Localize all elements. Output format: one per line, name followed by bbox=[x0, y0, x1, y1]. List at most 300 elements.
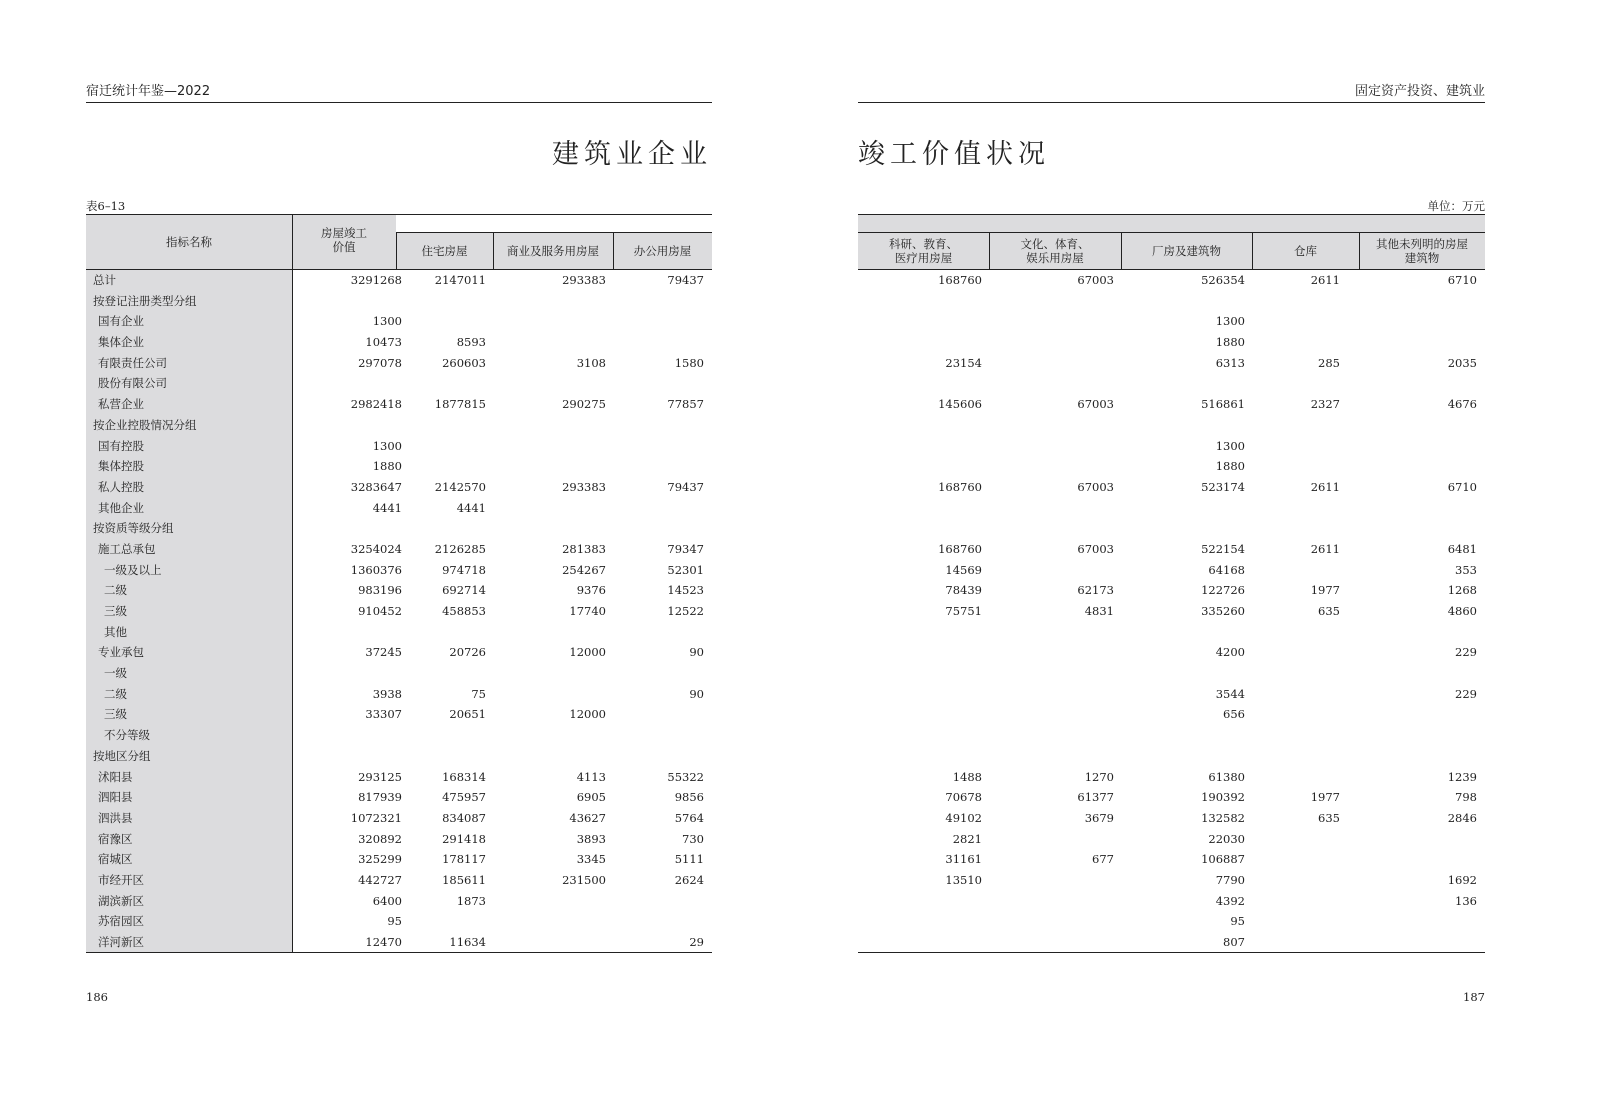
cell-value: 2624 bbox=[674, 872, 704, 887]
cell-value bbox=[1250, 291, 1340, 312]
cell-value bbox=[396, 725, 486, 746]
cell-value: 168760 bbox=[938, 479, 982, 494]
cell-value bbox=[396, 311, 486, 332]
cell-value: 254267 bbox=[562, 562, 606, 577]
cell-value bbox=[396, 518, 486, 539]
cell-value: 79437 bbox=[667, 273, 704, 287]
cell-value bbox=[1004, 353, 1114, 374]
cell-value bbox=[1250, 870, 1340, 891]
header-indicator-name: 指标名称 bbox=[86, 215, 292, 269]
table-body-left bbox=[86, 270, 712, 953]
row-label: 施工总承包 bbox=[98, 541, 156, 556]
cell-value: 95 bbox=[1230, 914, 1245, 929]
header-divider bbox=[613, 232, 614, 269]
cell-value: 2982418 bbox=[350, 397, 402, 412]
cell-value: 23154 bbox=[945, 355, 982, 370]
cell-value: 64168 bbox=[1208, 562, 1245, 577]
cell-value: 75751 bbox=[945, 604, 982, 618]
cell-value: 6710 bbox=[1447, 479, 1477, 494]
cell-value bbox=[496, 291, 606, 312]
table-row bbox=[86, 725, 712, 746]
cell-value bbox=[614, 663, 704, 684]
header-divider bbox=[1121, 233, 1122, 269]
cell-value bbox=[614, 911, 704, 932]
cell-value: 320892 bbox=[358, 831, 402, 846]
table-row bbox=[86, 704, 712, 725]
table-row bbox=[858, 456, 1485, 477]
cell-value bbox=[496, 911, 606, 932]
table-row bbox=[86, 767, 712, 788]
page-number-right: 187 bbox=[1463, 990, 1485, 1004]
cell-value: 293383 bbox=[562, 479, 606, 494]
cell-value: 168760 bbox=[938, 541, 982, 556]
cell-value bbox=[614, 891, 704, 912]
table-row bbox=[86, 311, 712, 332]
header-office: 办公用房屋 bbox=[613, 232, 712, 269]
table-row bbox=[858, 498, 1485, 519]
cell-value bbox=[1250, 767, 1340, 788]
cell-value: 1873 bbox=[456, 893, 486, 908]
table-row bbox=[858, 932, 1485, 953]
cell-value bbox=[1250, 436, 1340, 457]
table-row bbox=[858, 787, 1485, 808]
cell-value bbox=[1135, 498, 1245, 519]
cell-value: 2611 bbox=[1310, 479, 1340, 494]
cell-value: 475957 bbox=[442, 790, 486, 805]
cell-value bbox=[1250, 663, 1340, 684]
cell-value bbox=[1367, 932, 1477, 953]
cell-value: 67003 bbox=[1077, 541, 1114, 556]
cell-value: 10473 bbox=[365, 335, 402, 350]
cell-value bbox=[1004, 560, 1114, 581]
cell-value: 4831 bbox=[1084, 604, 1114, 618]
cell-value bbox=[496, 311, 606, 332]
cell-value bbox=[1135, 518, 1245, 539]
cell-value bbox=[396, 911, 486, 932]
cell-value: 17740 bbox=[569, 604, 606, 618]
cell-value bbox=[1004, 373, 1114, 394]
cell-value bbox=[1367, 829, 1477, 850]
cell-value: 3544 bbox=[1215, 686, 1245, 701]
header-commercial: 商业及服务用房屋 bbox=[493, 232, 613, 269]
cell-value: 122726 bbox=[1201, 583, 1245, 598]
row-label: 湖滨新区 bbox=[98, 893, 144, 908]
cell-value bbox=[496, 746, 606, 767]
cell-value: 458853 bbox=[442, 604, 486, 618]
row-label: 股份有限公司 bbox=[98, 376, 167, 391]
cell-value: 2821 bbox=[952, 831, 982, 846]
cell-value bbox=[1250, 849, 1340, 870]
cell-value bbox=[872, 622, 982, 643]
cell-value: 67003 bbox=[1077, 397, 1114, 412]
cell-value bbox=[302, 663, 402, 684]
cell-value bbox=[396, 291, 486, 312]
cell-value: 1977 bbox=[1310, 790, 1340, 805]
cell-value bbox=[872, 932, 982, 953]
header-factory: 厂房及建筑物 bbox=[1121, 233, 1252, 269]
cell-value: 2147011 bbox=[434, 273, 486, 287]
cell-value: 13510 bbox=[945, 872, 982, 887]
cell-value bbox=[302, 622, 402, 643]
cell-value bbox=[1367, 518, 1477, 539]
table-row bbox=[858, 849, 1485, 870]
cell-value: 1360376 bbox=[350, 562, 402, 577]
table-row bbox=[86, 870, 712, 891]
cell-value bbox=[872, 436, 982, 457]
cell-value: 79437 bbox=[667, 479, 704, 494]
cell-value: 2611 bbox=[1310, 541, 1340, 556]
cell-value: 132582 bbox=[1201, 810, 1245, 825]
row-label: 三级 bbox=[104, 707, 127, 722]
cell-value: 55322 bbox=[667, 769, 704, 784]
cell-value bbox=[1367, 311, 1477, 332]
unit-label: 单位：万元 bbox=[1427, 199, 1485, 213]
cell-value: 1300 bbox=[372, 314, 402, 329]
table-row bbox=[858, 808, 1485, 829]
cell-value: 291418 bbox=[442, 831, 486, 846]
table-row bbox=[86, 477, 712, 498]
cell-value: 3679 bbox=[1084, 810, 1114, 825]
cell-value: 2126285 bbox=[434, 541, 486, 556]
cell-value: 1239 bbox=[1447, 769, 1477, 784]
table-row bbox=[858, 829, 1485, 850]
cell-value: 1880 bbox=[372, 459, 402, 474]
header-culture: 文化、体育、 娱乐用房屋 bbox=[989, 233, 1121, 269]
table-row bbox=[858, 291, 1485, 312]
cell-value: 20726 bbox=[449, 645, 486, 660]
cell-value bbox=[1004, 332, 1114, 353]
cell-value: 12522 bbox=[667, 604, 704, 618]
row-label: 专业承包 bbox=[98, 645, 144, 660]
cell-value bbox=[614, 725, 704, 746]
cell-value bbox=[496, 725, 606, 746]
cell-value bbox=[1250, 311, 1340, 332]
table-row bbox=[858, 663, 1485, 684]
cell-value bbox=[872, 663, 982, 684]
table-row bbox=[86, 518, 712, 539]
cell-value: 1880 bbox=[1215, 459, 1245, 474]
table-row bbox=[86, 849, 712, 870]
cell-value bbox=[1004, 829, 1114, 850]
row-label: 二级 bbox=[104, 686, 127, 701]
cell-value: 78439 bbox=[945, 583, 982, 598]
cell-value bbox=[1004, 870, 1114, 891]
cell-value: 9376 bbox=[576, 583, 606, 598]
running-head-left: 宿迁统计年鉴—2022 bbox=[86, 84, 712, 103]
cell-value: 635 bbox=[1318, 810, 1340, 825]
cell-value: 67003 bbox=[1077, 479, 1114, 494]
cell-value bbox=[1367, 291, 1477, 312]
cell-value bbox=[1135, 291, 1245, 312]
header-other: 其他未列明的房屋 建筑物 bbox=[1359, 233, 1485, 269]
cell-value: 70678 bbox=[945, 790, 982, 805]
cell-value bbox=[496, 663, 606, 684]
cell-value: 79347 bbox=[667, 541, 704, 556]
cell-value: 1692 bbox=[1447, 872, 1477, 887]
cell-value bbox=[496, 622, 606, 643]
cell-value bbox=[496, 436, 606, 457]
cell-value bbox=[496, 415, 606, 436]
table-row bbox=[858, 580, 1485, 601]
cell-value bbox=[1004, 684, 1114, 705]
cell-value: 335260 bbox=[1201, 604, 1245, 618]
cell-value bbox=[1004, 456, 1114, 477]
table-row bbox=[858, 311, 1485, 332]
cell-value bbox=[1250, 498, 1340, 519]
row-label: 沭阳县 bbox=[98, 769, 133, 784]
header-divider bbox=[396, 232, 397, 269]
row-label: 三级 bbox=[104, 604, 127, 618]
table-row bbox=[86, 291, 712, 312]
row-label: 泗洪县 bbox=[98, 810, 133, 825]
cell-value: 4441 bbox=[456, 500, 486, 515]
cell-value: 1270 bbox=[1084, 769, 1114, 784]
table-row bbox=[86, 746, 712, 767]
cell-value bbox=[1250, 518, 1340, 539]
table-row bbox=[858, 622, 1485, 643]
cell-value bbox=[872, 415, 982, 436]
table-row bbox=[86, 456, 712, 477]
cell-value: 2846 bbox=[1447, 810, 1477, 825]
cell-value: 14569 bbox=[945, 562, 982, 577]
cell-value: 4200 bbox=[1215, 645, 1245, 660]
row-label: 私人控股 bbox=[98, 479, 144, 494]
cell-value bbox=[496, 373, 606, 394]
cell-value: 29 bbox=[689, 935, 704, 949]
cell-value: 185611 bbox=[442, 872, 486, 887]
table-row bbox=[858, 539, 1485, 560]
header-subrule bbox=[396, 232, 712, 233]
cell-value bbox=[1135, 746, 1245, 767]
cell-value: 526354 bbox=[1201, 273, 1245, 287]
cell-value bbox=[1004, 622, 1114, 643]
header-residential: 住宅房屋 bbox=[396, 232, 493, 269]
row-label: 按企业控股情况分组 bbox=[93, 417, 197, 432]
cell-value: 178117 bbox=[442, 852, 486, 867]
cell-value bbox=[496, 332, 606, 353]
cell-value: 2035 bbox=[1447, 355, 1477, 370]
cell-value bbox=[1367, 436, 1477, 457]
row-label: 宿城区 bbox=[98, 852, 133, 867]
cell-value bbox=[872, 642, 982, 663]
cell-value: 1072321 bbox=[350, 810, 402, 825]
cell-value bbox=[1250, 415, 1340, 436]
row-label: 市经开区 bbox=[98, 872, 144, 887]
cell-value: 692714 bbox=[442, 583, 486, 598]
cell-value bbox=[614, 291, 704, 312]
cell-value: 33307 bbox=[365, 707, 402, 722]
cell-value: 285 bbox=[1318, 355, 1340, 370]
row-label: 按地区分组 bbox=[93, 748, 151, 763]
cell-value: 353 bbox=[1455, 562, 1477, 577]
cell-value bbox=[302, 291, 402, 312]
row-label: 按登记注册类型分组 bbox=[93, 293, 197, 308]
table-row bbox=[858, 725, 1485, 746]
cell-value bbox=[302, 725, 402, 746]
row-label: 二级 bbox=[104, 583, 127, 598]
cell-value bbox=[496, 891, 606, 912]
cell-value: 4113 bbox=[576, 769, 606, 784]
table-row bbox=[86, 270, 712, 291]
table-row bbox=[86, 498, 712, 519]
cell-value: 3254024 bbox=[350, 541, 402, 556]
table-row bbox=[86, 353, 712, 374]
table-row bbox=[86, 663, 712, 684]
cell-value: 4441 bbox=[372, 500, 402, 515]
header-divider bbox=[989, 233, 990, 269]
cell-value bbox=[496, 684, 606, 705]
cell-value: 516861 bbox=[1201, 397, 1245, 412]
right-page bbox=[858, 0, 1485, 1092]
cell-value: 52301 bbox=[667, 562, 704, 577]
cell-value: 61380 bbox=[1208, 769, 1245, 784]
row-label: 宿豫区 bbox=[98, 831, 133, 846]
table-row bbox=[86, 829, 712, 850]
row-label: 集体企业 bbox=[98, 335, 144, 350]
header-total-value: 房屋竣工 价值 bbox=[292, 215, 396, 269]
row-label: 不分等级 bbox=[104, 728, 150, 743]
cell-value bbox=[872, 332, 982, 353]
cell-value bbox=[1004, 891, 1114, 912]
cell-value: 1300 bbox=[372, 438, 402, 453]
row-label: 总计 bbox=[93, 273, 116, 287]
cell-value: 1268 bbox=[1447, 583, 1477, 598]
header-research: 科研、教育、 医疗用房屋 bbox=[858, 233, 989, 269]
cell-value: 8593 bbox=[456, 335, 486, 350]
cell-value bbox=[872, 891, 982, 912]
table-bottom-rule bbox=[86, 952, 712, 953]
running-head-right: 固定资产投资、建筑业 bbox=[858, 84, 1485, 103]
cell-value bbox=[1367, 663, 1477, 684]
cell-value: 293383 bbox=[562, 273, 606, 287]
cell-value bbox=[1250, 829, 1340, 850]
cell-value: 290275 bbox=[562, 397, 606, 412]
cell-value bbox=[1250, 725, 1340, 746]
cell-value bbox=[872, 373, 982, 394]
cell-value bbox=[1004, 932, 1114, 953]
cell-value bbox=[872, 684, 982, 705]
cell-value bbox=[1367, 373, 1477, 394]
page-title-left: 建筑业企业 bbox=[552, 139, 712, 170]
cell-value: 1488 bbox=[952, 769, 982, 784]
cell-value bbox=[302, 518, 402, 539]
cell-value: 1877815 bbox=[434, 397, 486, 412]
cell-value bbox=[396, 622, 486, 643]
cell-value bbox=[1367, 415, 1477, 436]
cell-value: 95 bbox=[387, 914, 402, 929]
row-label: 其他企业 bbox=[98, 500, 144, 515]
cell-value bbox=[614, 518, 704, 539]
cell-value: 136 bbox=[1455, 893, 1477, 908]
cell-value: 168314 bbox=[442, 769, 486, 784]
table-row bbox=[858, 394, 1485, 415]
cell-value: 807 bbox=[1223, 935, 1245, 949]
table-row bbox=[858, 373, 1485, 394]
cell-value: 3938 bbox=[372, 686, 402, 701]
cell-value bbox=[1367, 456, 1477, 477]
cell-value: 12000 bbox=[569, 645, 606, 660]
cell-value bbox=[1250, 704, 1340, 725]
row-label: 一级及以上 bbox=[104, 562, 162, 577]
cell-value bbox=[1135, 373, 1245, 394]
cell-value bbox=[872, 911, 982, 932]
cell-value bbox=[614, 456, 704, 477]
cell-value bbox=[1250, 932, 1340, 953]
table-header-left bbox=[86, 215, 712, 270]
cell-value: 281383 bbox=[562, 541, 606, 556]
cell-value bbox=[872, 498, 982, 519]
table-row bbox=[858, 891, 1485, 912]
table-row bbox=[858, 911, 1485, 932]
cell-value bbox=[1004, 518, 1114, 539]
cell-value: 6481 bbox=[1447, 541, 1477, 556]
cell-value bbox=[1367, 704, 1477, 725]
cell-value: 14523 bbox=[667, 583, 704, 598]
cell-value bbox=[1250, 560, 1340, 581]
cell-value: 730 bbox=[682, 831, 704, 846]
cell-value: 37245 bbox=[365, 645, 402, 660]
cell-value: 5111 bbox=[674, 852, 704, 867]
table-row bbox=[86, 580, 712, 601]
cell-value: 3283647 bbox=[350, 479, 402, 494]
cell-value bbox=[614, 704, 704, 725]
cell-value: 1580 bbox=[674, 355, 704, 370]
table-row bbox=[86, 684, 712, 705]
cell-value bbox=[872, 456, 982, 477]
cell-value bbox=[872, 746, 982, 767]
cell-value bbox=[396, 456, 486, 477]
cell-value bbox=[872, 291, 982, 312]
cell-value: 231500 bbox=[562, 872, 606, 887]
cell-value: 4392 bbox=[1215, 893, 1245, 908]
cell-value: 910452 bbox=[358, 604, 402, 618]
cell-value: 817939 bbox=[358, 790, 402, 805]
cell-value: 677 bbox=[1092, 852, 1114, 867]
cell-value: 1977 bbox=[1310, 583, 1340, 598]
table-row bbox=[858, 477, 1485, 498]
table-row bbox=[86, 436, 712, 457]
cell-value: 4676 bbox=[1447, 397, 1477, 412]
cell-value: 229 bbox=[1455, 686, 1477, 701]
row-label: 国有企业 bbox=[98, 314, 144, 329]
cell-value bbox=[872, 725, 982, 746]
cell-value bbox=[496, 518, 606, 539]
cell-value bbox=[1367, 911, 1477, 932]
cell-value bbox=[1004, 704, 1114, 725]
cell-value: 6400 bbox=[372, 893, 402, 908]
cell-value: 260603 bbox=[442, 355, 486, 370]
table-row bbox=[86, 932, 712, 953]
table-row bbox=[86, 332, 712, 353]
table-row bbox=[86, 539, 712, 560]
cell-value bbox=[1135, 725, 1245, 746]
cell-value: 12000 bbox=[569, 707, 606, 722]
cell-value bbox=[1250, 891, 1340, 912]
table-number: 表6–13 bbox=[86, 199, 126, 213]
left-page bbox=[86, 0, 712, 1092]
table-row bbox=[858, 684, 1485, 705]
cell-value: 90 bbox=[689, 645, 704, 660]
table-row bbox=[858, 270, 1485, 291]
header-divider bbox=[292, 215, 293, 269]
cell-value bbox=[1250, 911, 1340, 932]
cell-value bbox=[1367, 849, 1477, 870]
table-bottom-rule bbox=[858, 952, 1485, 953]
cell-value bbox=[1367, 725, 1477, 746]
row-label: 国有控股 bbox=[98, 438, 144, 453]
cell-value: 635 bbox=[1318, 604, 1340, 618]
header-divider bbox=[1252, 233, 1253, 269]
